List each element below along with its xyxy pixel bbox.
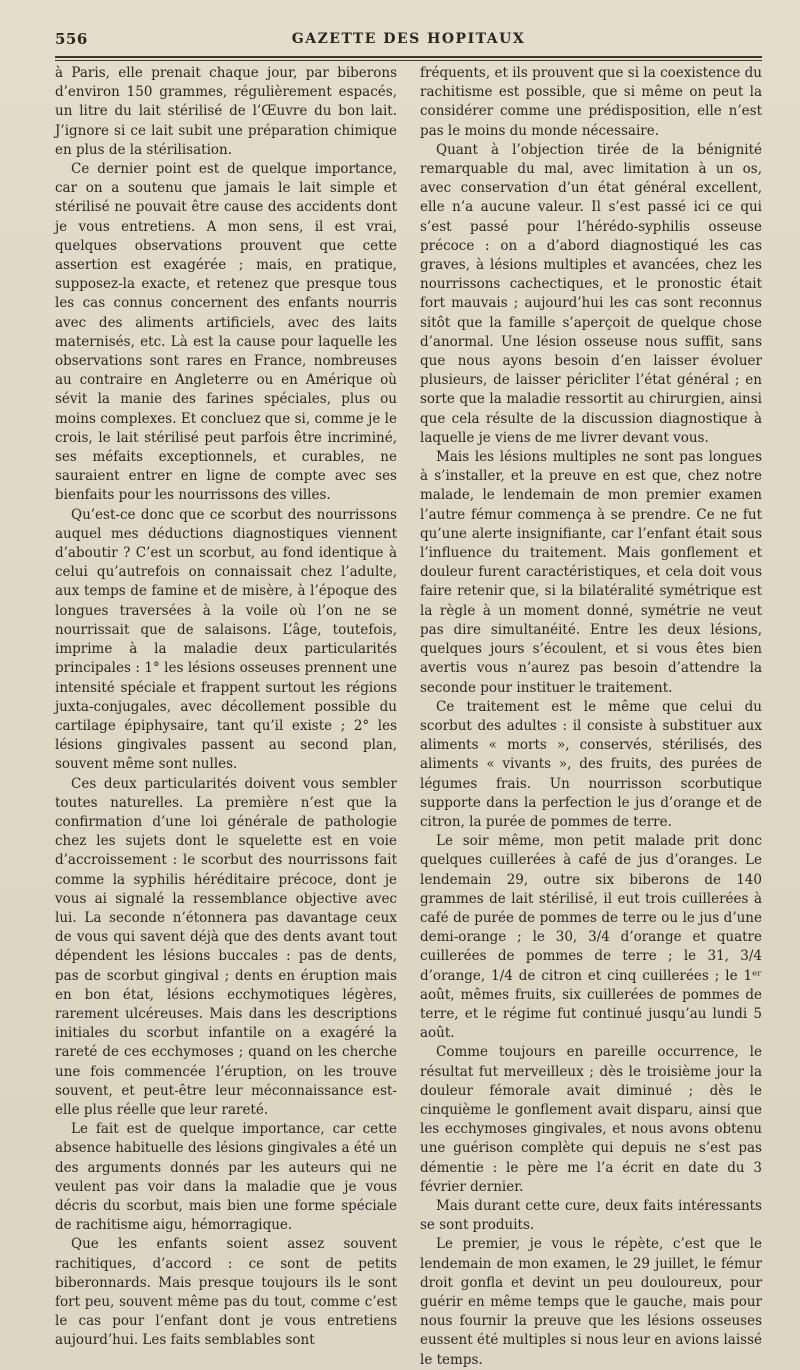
paragraph: fréquents, et ils prouvent que si la coexistence du rachitisme est possible, que si même on peut la considérer comme une prédisposition, elle n’est pas le moins du monde nécessaire. — [420, 65, 762, 139]
paragraph: Mais les lésions multiples ne sont pas longues à s’installer, et la preuve en est que, chez notre malade, le lendemain de mon premier examen l’autre fémur commença à se prendre. Ce ne fut qu’une alerte insignifiante, car l’enfant était sous l’influence du traitement. Mais gonflement et douleur furent caractéristiques, et cela doit vous faire retenir que, si la bilatéralité symétrique est la règle à un moment donné, symétrie ne veut pas dire simultanéité. Entre les deux lésions, quelques jours s’écoulent, et si vous êtes bien avertis vous n’aurez pas besoin d’attendre la seconde pour instituer le traitement. — [420, 449, 762, 696]
paragraph: Qu’est-ce donc que ce scorbut des nourrissons auquel mes déductions diagnostiques viennent d’aboutir ? C’est un scorbut, au fond identique à celui qu’autrefois on connaissait chez l’adulte, aux temps de famine et de misère, à l’époque des longues traversées à la voile où l’on ne se nourrissait que de salaisons. L’âge, toutefois, imprime à la maladie deux particularités principales : 1° les lésions osseuses prennent une intensité spéciale et frappent surtout les régions juxta-conjugales, avec décollement possible du cartilage épiphysaire, tant qu’il existe ; 2° les lésions gingivales passent au second plan, souvent même sont nulles. — [55, 506, 397, 773]
page-header — [55, 22, 762, 62]
column-divider — [408, 72, 409, 1102]
paragraph: Comme toujours en pareille occurrence, le résultat fut merveilleux ; dès le troisième jour la douleur fémorale avait diminué ; dès le cinquième le gonflement avait disparu, ainsi que les ecchymoses gingivales, et nous avons obtenu une guérison complète qui depuis ne s’est pas démentie : le père me l’a écrit en date du 3 février dernier. — [420, 1044, 762, 1195]
paragraph: à Paris, elle prenait chaque jour, par biberons d’environ 150 grammes, régulièrement espacés, un litre du lait stérilisé de l’Œuvre du bon lait. J’ignore si ce lait subit une préparation chimique en plus de la stérilisation. — [55, 65, 397, 158]
journal-title: GAZETTE DES HOPITAUX — [291, 31, 526, 47]
header-rule-thin — [55, 60, 762, 61]
paragraph: Le soir même, mon petit malade prit donc quelques cuillerées à café de jus d’oranges. Le lendemain 29, outre six biberons de 140 grammes de lait stérilisé, il eut trois cuillerées à café de purée de pommes de terre ou le jus d’une demi-orange ; le 30, 3/4 d’orange et quatre cuillerées de pommes de terre ; le 31, 3/4 d’orange, 1/4 de citron et cinq cuillerées ; le 1ᵉʳ août, mêmes fruits, six cuillerées de pommes de terre, et le régime fut continué jusqu’au lundi 5 août. — [420, 833, 762, 1042]
right-column — [420, 64, 762, 1368]
paragraph: Le fait est de quelque importance, car cette absence habituelle des lésions gingivales a été un des arguments donnés par les auteurs qui ne veulent pas voir dans la maladie que je vous décris du scorbut, mais bien une forme spéciale de rachitisme aigu, hémorragique. — [55, 1121, 397, 1234]
paragraph: Le premier, je vous le répète, c’est que le lendemain de mon examen, le 29 juillet, le fémur droit gonfla et devint un peu douloureux, pour guérir en même temps que le gauche, mais pour nous fournir la preuve que les lésions osseuses eussent été multiples si nous leur en avions laissé le temps. — [420, 1236, 762, 1368]
header-rule-thick — [55, 56, 762, 58]
left-column — [55, 64, 397, 1349]
paragraph: Ce dernier point est de quelque importance, car on a soutenu que jamais le lait simple et stérilisé ne pouvait être cause des accidents dont je vous entretiens. A mon sens, il est vrai, quelques observations prouvent que cette assertion est exagérée ; mais, en pratique, supposez-la exacte, et retenez que presque tous les cas connus concernent des enfants nourris avec des aliments artificiels, avec des laits maternisés, etc. Là est la cause pour laquelle les observations sont rares en France, nombreuses au contraire en Angleterre ou en Amérique où sévit la manie des farines spéciales, plus ou moins complexes. Et concluez que si, comme je le crois, le lait stérilisé peut parfois être incriminé, ses méfaits exceptionnels, et curables, ne sauraient entrer en ligne de compte avec ses bienfaits pour les nourrissons des villes. — [55, 161, 397, 504]
paragraph: Mais durant cette cure, deux faits intéressants se sont produits. — [420, 1197, 762, 1234]
text-columns — [55, 64, 762, 1368]
paragraph: Que les enfants soient assez souvent rachitiques, d’accord : ce sont de petits biberonnards. Mais presque toujours ils le sont fort peu, souvent même pas du tout, comme c’est le cas pour l’enfant dont je vous entretiens aujourd’hui. Les faits semblables sont — [55, 1236, 397, 1349]
paragraph: Quant à l’objection tirée de la bénignité remarquable du mal, avec limitation à un os, avec conservation d’un état général excellent, elle n’a aucune valeur. Il s’est passé ici ce qui s’est passé pour l’hérédo-syphilis osseuse précoce : on a d’abord diagnostiqué les cas graves, à lésions multiples et avancées, chez les nourrissons cachectiques, et le pronostic était fort mauvais ; aujourd’hui les cas sont reconnus sitôt que la famille s’aperçoit de quelque chose d’anormal. Une lésion osseuse nous suffit, sans que nous ayons besoin d’en laisser évoluer plusieurs, de laisser péricliter l’état général ; en sorte que la maladie ressortit au chirurgien, ainsi que cela résulte de la discussion diagnostique à laquelle je viens de me livrer devant vous. — [420, 141, 762, 446]
page-number: 556 — [55, 30, 88, 48]
paragraph: Ces deux particularités doivent vous sembler toutes naturelles. La première n’est que la confirmation d’une loi générale de pathologie chez les sujets dont le squelette est en voie d’accroissement : le scorbut des nourrissons fait comme la syphilis héréditaire précoce, dont je vous ai signalé la ressemblance objective avec lui. La seconde n’étonnera pas davantage ceux de vous qui savent déjà que des dents avant tout dépendent les lésions buccales : pas de dents, pas de scorbut gingival ; dents en éruption mais en bon état, lésions ecchymotiques légères, rarement ulcéreuses. Mais dans les descriptions initiales du scorbut infantile on a exagéré la rareté de ces ecchymoses ; quand on les cherche une fois commencée l’éruption, on les trouve souvent, et peut-être leur méconnaissance est-elle plus réelle que leur rareté. — [55, 775, 397, 1118]
paragraph: Ce traitement est le même que celui du scorbut des adultes : il consiste à substituer aux aliments « morts », conservés, stérilisés, des aliments « vivants », des fruits, des purées de légumes frais. Un nourrisson scorbutique supporte dans la perfection le jus d’orange et de citron, la purée de pommes de terre. — [420, 698, 762, 830]
